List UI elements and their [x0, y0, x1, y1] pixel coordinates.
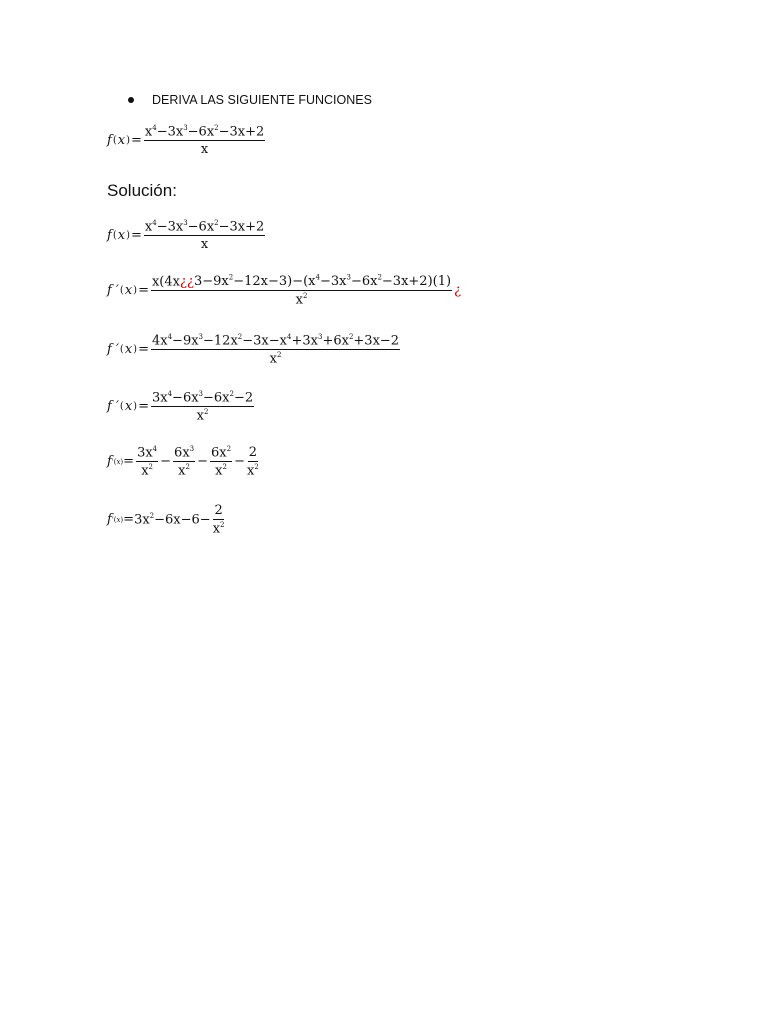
denominator: $x^2$	[295, 292, 308, 308]
fraction	[151, 333, 400, 367]
fraction	[144, 124, 265, 157]
minus-sign: −	[234, 454, 246, 470]
error-mark: ¿¿	[179, 274, 194, 290]
equation-5: f ′ ( x ) = $\frac{3x^4-6x^3-6x^2-2}{x^2}$	[107, 390, 254, 424]
numerator: 2	[248, 445, 258, 461]
variable: x	[124, 399, 133, 415]
derivative-name: f ′	[107, 342, 119, 358]
variable: x	[124, 283, 133, 299]
minus-sign: −	[160, 454, 172, 470]
variable: x	[117, 133, 126, 149]
variable: x	[116, 457, 121, 466]
bullet-text: DERIVA LAS SIGUIENTE FUNCIONES	[152, 93, 372, 107]
equation-7: f '( x ) = $3x^2-6x-6-$ $\frac{2}{x^2}$	[107, 503, 225, 537]
equals-sign: =	[138, 283, 149, 299]
numerator	[151, 274, 452, 291]
fraction-term-2	[173, 445, 195, 479]
numerator: $6x^2$	[211, 445, 232, 461]
numerator: $6x^3$	[174, 445, 195, 461]
equation-6: f '( x ) = $\frac{3x^4}{x^2}$ − $\frac{6x^3}{x^2}$ − $\frac{6x^2}{x^2}$ − $\frac{2}{x^2}$	[107, 445, 259, 479]
fraction	[151, 274, 452, 308]
denominator: $x^2$	[196, 408, 209, 424]
function-name: f	[107, 133, 112, 149]
numerator-prefix: x(4x	[151, 274, 180, 290]
equation-1: f ( x ) = $\frac{x^4-3x^3-6x^2-3x+2}{x}$	[107, 124, 265, 158]
denominator: $x^2$	[269, 351, 282, 367]
equation-3: f ′ ( x ) = $\frac{x(4x¿¿3-9x^2-12x-3)-(x^4-3x^3-6x^2-3x+2)(1)}{x^2}$ ¿	[107, 274, 462, 308]
equals-sign: =	[130, 133, 142, 149]
equals-sign: =	[130, 228, 142, 244]
denominator: $x^2$	[247, 463, 259, 479]
numerator: $x^4-3x^3-6x^2-3x+2$	[144, 219, 265, 235]
fraction-term-1	[136, 445, 158, 479]
bullet-icon	[128, 97, 134, 103]
fraction	[144, 219, 265, 252]
equation-4: f ′ ( x ) = $\frac{4x^4-9x^3-12x^2-3x-x^4+3x^3+6x^2+3x-2}{x^2}$	[107, 333, 400, 367]
derivative-name: f ′	[107, 399, 119, 415]
derivative-name: f ′	[107, 283, 119, 299]
solution-heading: Solución:	[107, 181, 177, 200]
equals-sign: =	[138, 342, 149, 358]
denominator: x	[200, 237, 209, 253]
denominator: x	[200, 142, 209, 158]
equation-2: f ( x ) = $\frac{x^4-3x^3-6x^2-3x+2}{x}$	[107, 219, 265, 253]
variable: x	[124, 342, 133, 358]
denominator: $x^2$	[215, 463, 227, 479]
variable: x	[117, 228, 126, 244]
numerator: $3x^4$	[137, 445, 158, 461]
numerator: $3x^4-6x^3-6x^2-2$	[151, 390, 254, 406]
numerator: $4x^4-9x^3-12x^2-3x-x^4+3x^3+6x^2+3x-2$	[151, 333, 400, 349]
fraction	[213, 503, 225, 536]
function-name: f	[107, 228, 112, 244]
denominator: $x^2$	[212, 521, 225, 537]
error-mark-tail: ¿	[454, 283, 462, 299]
numerator: $x^4-3x^3-6x^2-3x+2$	[144, 124, 265, 140]
numerator-rest: $3-9x^2-12x-3)-(x^4-3x^3-6x^2-3x+2)(1)$	[193, 274, 452, 290]
numerator: 2	[214, 503, 223, 518]
equals-sign: =	[138, 399, 149, 415]
denominator: $x^2$	[141, 463, 153, 479]
fraction-term-4	[247, 445, 259, 478]
bullet-item	[128, 93, 372, 107]
minus-sign: −	[197, 454, 209, 470]
fraction	[151, 390, 254, 424]
denominator: $x^2$	[178, 463, 190, 479]
derivative-name: f	[107, 454, 112, 470]
fraction-term-3	[210, 445, 232, 479]
derivative-name: f	[107, 512, 112, 528]
expression-body: $3x^2-6x-6-$	[134, 512, 211, 528]
equals-sign: =	[123, 512, 135, 528]
equals-sign: =	[123, 454, 135, 470]
variable: x	[116, 515, 121, 524]
